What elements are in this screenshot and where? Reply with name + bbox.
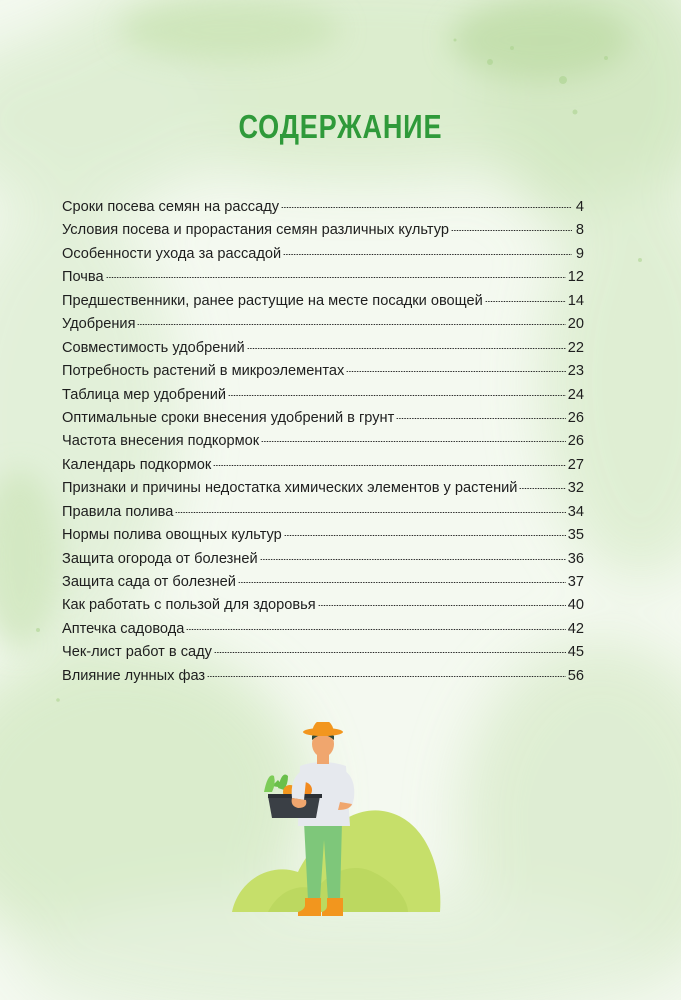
toc-entry-title: Предшественники, ранее растущие на месте посадки овощей: [62, 292, 483, 309]
dot-leader: [213, 465, 566, 466]
toc-entry[interactable]: [62, 480, 584, 503]
dot-leader: [261, 441, 566, 442]
dot-leader: [175, 512, 565, 513]
toc-entry-page: 26: [567, 409, 584, 426]
toc-entry[interactable]: [62, 387, 584, 410]
toc-entry-title: Почва: [62, 269, 104, 286]
toc-entry-title: Календарь подкормок: [62, 456, 212, 473]
toc-entry-title: Правила полива: [62, 503, 174, 520]
dot-leader: [284, 535, 566, 536]
toc-entry[interactable]: [62, 363, 584, 386]
toc-entry-title: Особенности ухода за рассадой: [62, 245, 282, 262]
toc-entry-page: 24: [567, 386, 584, 403]
toc-entry-title: Влияние лунных фаз: [62, 667, 206, 684]
toc-entry-page: 40: [567, 597, 584, 614]
toc-entry-page: 42: [567, 620, 584, 637]
toc-entry[interactable]: [62, 551, 584, 574]
toc-entry-title: Оптимальные сроки внесения удобрений в грунт: [62, 409, 395, 426]
toc-entry-page: 34: [567, 503, 584, 520]
toc-entry-title: Удобрения: [62, 316, 136, 333]
toc-entry-page: 36: [567, 550, 584, 567]
toc-entry[interactable]: [62, 246, 584, 269]
dot-leader: [238, 582, 566, 583]
toc-entry[interactable]: [62, 269, 584, 292]
toc-entry-title: Как работать с пользой для здоровья: [62, 597, 316, 614]
page-title: СОДЕРЖАНИЕ: [238, 108, 443, 145]
toc-entry[interactable]: [62, 433, 584, 456]
toc-entry-page: 20: [567, 316, 584, 333]
toc-entry-page: 35: [567, 527, 584, 544]
gardener-holding-vegetable-basket-icon: [228, 722, 446, 922]
toc-entry-title: Условия посева и прорастания семян различных культур: [62, 222, 449, 239]
toc-entry-page: 56: [567, 667, 584, 684]
toc-entry-page: 32: [567, 480, 584, 497]
toc-entry-page: 8: [575, 222, 584, 239]
dot-leader: [283, 254, 572, 255]
toc-entry-title: Защита огорода от болезней: [62, 550, 258, 567]
toc-entry-page: 37: [567, 574, 584, 590]
toc-entry[interactable]: [62, 597, 584, 620]
toc-entry-page: 12: [567, 269, 584, 286]
toc-entry-title: Потребность растений в микроэлементах: [62, 363, 345, 380]
toc-entry[interactable]: [62, 574, 584, 597]
toc-entry[interactable]: [62, 457, 584, 480]
table-of-contents: [62, 199, 584, 691]
dot-leader: [137, 324, 565, 325]
toc-entry-title: Сроки посева семян на рассаду: [62, 199, 280, 215]
toc-entry-page: 14: [567, 292, 584, 309]
toc-entry[interactable]: [62, 222, 584, 245]
toc-entry[interactable]: [62, 340, 584, 363]
toc-entry-page: 4: [575, 199, 584, 215]
toc-entry[interactable]: [62, 504, 584, 527]
dot-leader: [106, 277, 566, 278]
toc-entry-page: 45: [567, 644, 584, 661]
toc-entry[interactable]: [62, 527, 584, 550]
toc-entry-page: 22: [567, 339, 584, 356]
dot-leader: [485, 301, 566, 302]
toc-entry[interactable]: [62, 199, 584, 222]
toc-entry-title: Признаки и причины недостатка химических элементов у растений: [62, 480, 518, 497]
toc-entry-page: 26: [567, 433, 584, 450]
toc-entry[interactable]: [62, 410, 584, 433]
dot-leader: [186, 629, 565, 630]
dot-leader: [519, 488, 565, 489]
toc-entry[interactable]: [62, 293, 584, 316]
toc-entry-title: Таблица мер удобрений: [62, 386, 226, 403]
toc-entry[interactable]: [62, 316, 584, 339]
dot-leader: [247, 348, 566, 349]
toc-entry-title: Совместимость удобрений: [62, 339, 245, 356]
dot-leader: [396, 418, 565, 419]
toc-entry[interactable]: [62, 644, 584, 667]
dot-leader: [346, 371, 565, 372]
toc-entry-title: Чек-лист работ в саду: [62, 644, 212, 661]
dot-leader: [207, 676, 566, 677]
toc-entry-title: Защита сада от болезней: [62, 574, 236, 590]
toc-entry-title: Нормы полива овощных культур: [62, 527, 282, 544]
dot-leader: [228, 395, 566, 396]
toc-entry-title: Частота внесения подкормок: [62, 433, 260, 450]
toc-entry-page: 23: [567, 363, 584, 380]
toc-entry[interactable]: [62, 668, 584, 691]
toc-entry-page: 9: [575, 245, 584, 262]
dot-leader: [451, 230, 572, 231]
dot-leader: [281, 207, 572, 208]
dot-leader: [260, 559, 566, 560]
toc-entry-page: 27: [567, 456, 584, 473]
toc-entry[interactable]: [62, 621, 584, 644]
toc-entry-title: Аптечка садовода: [62, 620, 185, 637]
dot-leader: [318, 605, 566, 606]
dot-leader: [214, 652, 566, 653]
